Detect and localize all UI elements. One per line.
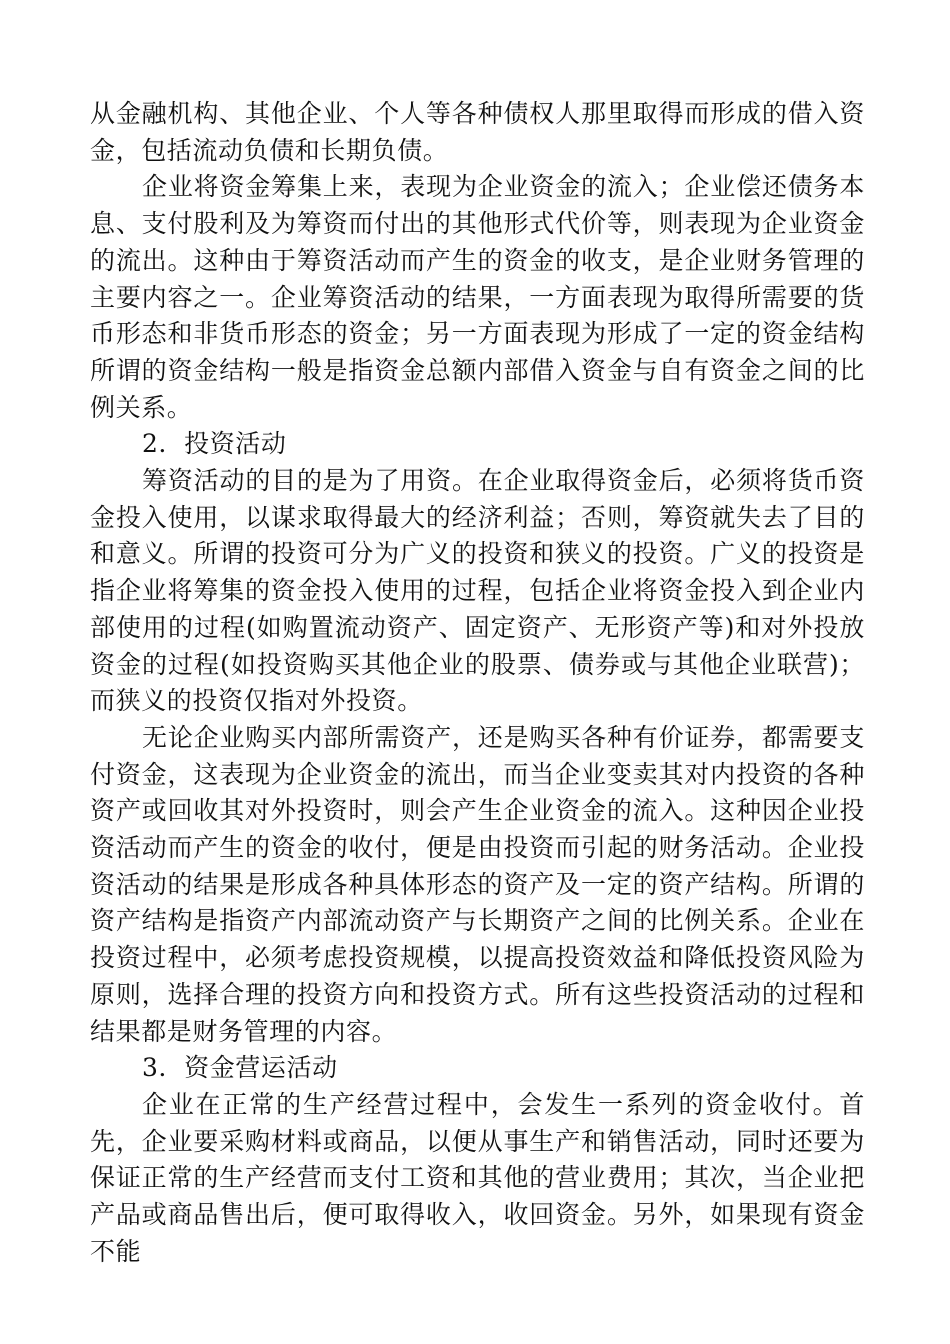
paragraph-investment-definition: 筹资活动的目的是为了用资。在企业取得资金后，必须将货币资金投入使用，以谋求取得最大的经济利益；否则，筹资就失去了目的和意义。所谓的投资可分为广义的投资和狭义的投资。广义的投资是指企业将筹集的资金投入使用的过程，包括企业将资金投入到企业内部使用的过程(如购置流动资产、固定资产、无形资产等)和对外投放资金的过程(如投资购买其他企业的股票、债券或与其他企业联营)；而狭义的投资仅指对外投资。 [90, 466, 865, 716]
paragraph-liabilities: 从金融机构、其他企业、个人等各种债权人那里取得而形成的借入资金，包括流动负债和长期负债。 [90, 99, 865, 165]
heading-investment-activity: 2．投资活动 [142, 429, 287, 459]
paragraph-operating-activity: 企业在正常的生产经营过程中，会发生一系列的资金收付。首先，企业要采购材料或商品，以便从事生产和销售活动，同时还要为保证正常的生产经营而支付工资和其他的营业费用；其次，当企业把产品或商品售出后，便可取得收入，收回资金。另外，如果现有资金不能 [90, 1089, 865, 1266]
paragraph-financing-activity: 企业将资金筹集上来，表现为企业资金的流入；企业偿还债务本息、支付股利及为筹资而付出的其他形式代价等，则表现为企业资金的流出。这种由于筹资活动而产生的资金的收支，是企业财务管理的主要内容之一。企业筹资活动的结果，一方面表现为取得所需要的货币形态和非货币形态的资金；另一方面表现为形成了一定的资金结构所谓的资金结构一般是指资金总额内部借入资金与自有资金之间的比例关系。 [90, 172, 865, 422]
paragraph-investment-cashflow: 无论企业购买内部所需资产，还是购买各种有价证券，都需要支付资金，这表现为企业资金的流出，而当企业变卖其对内投资的各种资产或回收其对外投资时，则会产生企业资金的流入。这种因企业投资活动而产生的资金的收付，便是由投资而引起的财务活动。企业投资活动的结果是形成各种具体形态的资产及一定的资产结构。所谓的资产结构是指资产内部流动资产与长期资产之间的比例关系。企业在投资过程中，必须考虑投资规模，以提高投资效益和降低投资风险为原则，选择合理的投资方向和投资方式。所有这些投资活动的过程和结果都是财务管理的内容。 [90, 722, 865, 1046]
heading-operating-activity: 3．资金营运活动 [142, 1053, 338, 1083]
document-page [90, 96, 865, 1271]
